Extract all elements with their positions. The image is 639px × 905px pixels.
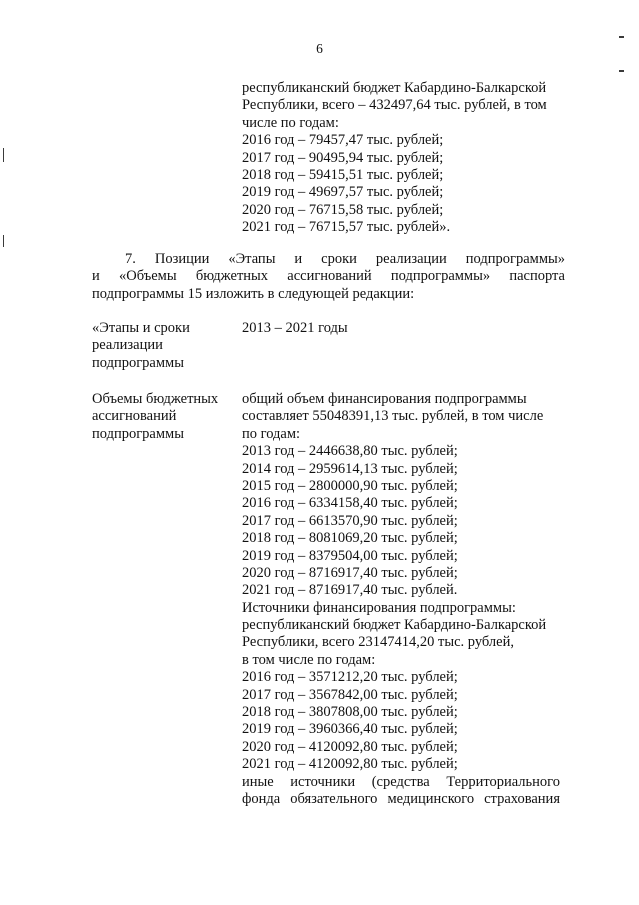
text-line: ассигнований <box>92 408 177 425</box>
scan-mark <box>619 36 624 38</box>
budget-value <box>242 391 560 808</box>
text-line: Республики, всего – 432497,64 тыс. рублей, в том <box>242 97 547 114</box>
text-line: 2017 год – 6613570,90 тыс. рублей; <box>242 512 458 529</box>
page-number: 6 <box>316 41 323 56</box>
text-line: «Этапы и сроки <box>92 320 190 336</box>
text-line: реализации <box>92 337 163 354</box>
text-line: подпрограммы <box>92 354 184 371</box>
paragraph-7 <box>92 251 565 303</box>
text-line: 2018 год – 59415,51 тыс. рублей; <box>242 166 444 183</box>
top-funding-block <box>242 80 562 237</box>
text-line: числе по годам: <box>242 114 339 131</box>
text-line: 2016 год – 6334158,40 тыс. рублей; <box>242 495 458 512</box>
scan-mark <box>619 70 624 72</box>
text-line: 2021 год – 8716917,40 тыс. рублей. <box>242 582 458 599</box>
text-line: 2015 год – 2800000,90 тыс. рублей; <box>242 477 458 494</box>
text-line: 2013 год – 2446638,80 тыс. рублей; <box>242 443 458 460</box>
text-line: 2019 год – 49697,57 тыс. рублей; <box>242 184 444 201</box>
text-line: Источники финансирования подпрограммы: <box>242 599 516 616</box>
text-line: 2019 год – 8379504,00 тыс. рублей; <box>242 547 458 564</box>
text-line: и «Объемы бюджетных ассигнований подпрограммы» паспорта <box>92 268 565 285</box>
text-line: 7. Позиции «Этапы и сроки реализации подпрограммы» <box>125 251 565 267</box>
text-line: подпрограммы <box>92 425 184 442</box>
text-line: Республики, всего 23147414,20 тыс. рублей, <box>242 634 514 651</box>
text-line: 2021 год – 4120092,80 тыс. рублей; <box>242 756 458 773</box>
text-line: 2019 год – 3960366,40 тыс. рублей; <box>242 721 458 738</box>
budget-label <box>92 391 237 443</box>
text-line: 2020 год – 76715,58 тыс. рублей; <box>242 201 444 218</box>
text-line: 2018 год – 3807808,00 тыс. рублей; <box>242 704 458 721</box>
text-line: иные источники (средства Территориального <box>242 773 560 790</box>
text-line: составляет 55048391,13 тыс. рублей, в том числе <box>242 408 544 425</box>
text-line: республиканский бюджет Кабардино-Балкарской <box>242 617 547 634</box>
text-line: республиканский бюджет Кабардино-Балкарской <box>242 80 547 96</box>
scan-mark <box>3 235 4 247</box>
text-line: 2013 – 2021 годы <box>242 320 348 336</box>
text-line: Объемы бюджетных <box>92 391 219 407</box>
text-line: 2020 год – 4120092,80 тыс. рублей; <box>242 738 458 755</box>
text-line: 2016 год – 79457,47 тыс. рублей; <box>242 132 444 149</box>
text-line: 2020 год – 8716917,40 тыс. рублей; <box>242 564 458 581</box>
text-line: 2017 год – 90495,94 тыс. рублей; <box>242 149 444 166</box>
text-line: в том числе по годам: <box>242 651 376 668</box>
scan-mark <box>3 148 4 162</box>
text-line: 2018 год – 8081069,20 тыс. рублей; <box>242 530 458 547</box>
stages-label <box>92 320 237 372</box>
text-line: 2017 год – 3567842,00 тыс. рублей; <box>242 686 458 703</box>
text-line: подпрограммы 15 изложить в следующей редакции: <box>92 285 415 302</box>
text-line: по годам: <box>242 425 301 442</box>
text-line: 2016 год – 3571212,20 тыс. рублей; <box>242 669 458 686</box>
text-line: 2014 год – 2959614,13 тыс. рублей; <box>242 460 458 477</box>
text-line: 2021 год – 76715,57 тыс. рублей». <box>242 219 451 236</box>
text-line: общий объем финансирования подпрограммы <box>242 391 527 407</box>
text-line: фонда обязательного медицинского страхования <box>242 790 560 807</box>
stages-value <box>242 320 562 337</box>
